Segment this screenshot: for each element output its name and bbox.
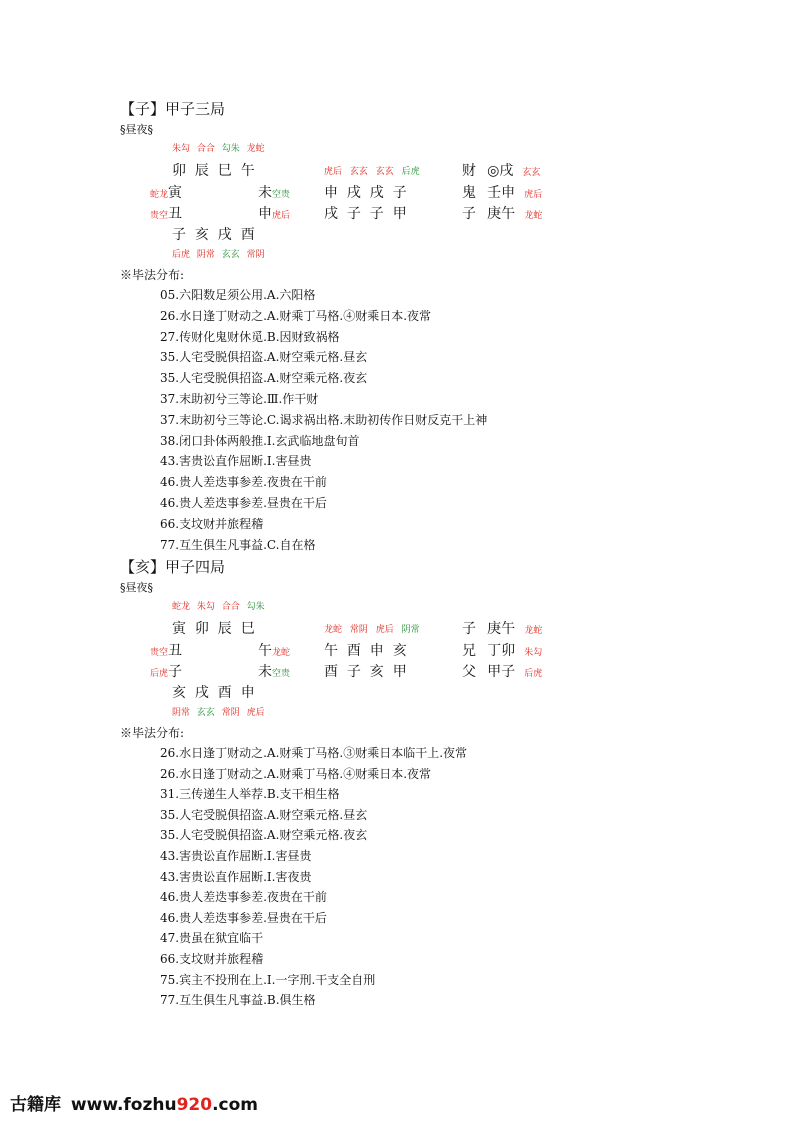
list-item: 26.水日逢丁财动之.A.财乘丁马格.④财乘日本.夜常 — [160, 308, 432, 323]
list-item: 66.支坟财并旅程稽 — [160, 516, 264, 531]
list-item: 35.人宅受脱俱招盗.A.财空乘元格.夜玄 — [160, 371, 368, 386]
god-label: 后虎 — [150, 669, 169, 679]
section1-plate-bottom: 子 亥 戌 酉 — [172, 227, 255, 243]
section2-plate-mid1-right — [258, 640, 290, 660]
list-item: 37.末助初兮三等论.Ⅲ.作干财 — [160, 391, 319, 406]
branch: 卯 — [501, 643, 516, 659]
section2-bifa-list — [160, 744, 467, 1012]
footer-url-suffix: .com — [212, 1095, 259, 1115]
list-item: 38.闭口卦体两般推.Ⅰ.玄武临地盘旬首 — [160, 433, 360, 448]
god-label: 龙蛇 — [524, 211, 543, 221]
god-label: 虎后 — [272, 211, 291, 221]
section1-plate-mid1-left — [150, 182, 182, 202]
relation: 子 — [462, 621, 476, 637]
list-item: 35.人宅受脱俱招盗.A.财空乘元格.夜玄 — [160, 828, 368, 843]
list-item: 43.害贵讼直作屈断.Ⅰ.害夜贵 — [160, 869, 312, 884]
branch: 寅 — [168, 185, 183, 201]
relation: 财 — [462, 163, 476, 179]
section2-ke-gods — [324, 622, 420, 635]
branch: 子 — [168, 664, 183, 680]
stem: 丁 — [487, 643, 502, 659]
section2-ke-row2: 酉 子 亥 甲 — [324, 664, 407, 680]
branch: 午 — [501, 621, 516, 637]
list-item: 35.人宅受脱俱招盗.A.财空乘元格.昼玄 — [160, 350, 368, 365]
list-item: 46.贵人差迭事参差.昼贵在干后 — [160, 495, 327, 510]
god-label: 龙蛇 — [272, 648, 291, 658]
branch: 丑 — [168, 643, 183, 659]
section1-title: 【子】甲子三局 — [120, 100, 226, 118]
god-label: 玄玄 — [375, 167, 394, 177]
footer-url-number: 920 — [176, 1095, 213, 1115]
relation: 鬼 — [462, 185, 476, 201]
branch: 未 — [258, 664, 272, 680]
section2-bottom-gods — [172, 705, 265, 718]
god-label: 合合 — [196, 144, 215, 154]
list-item: 47.贵虽在狱宜临干 — [160, 931, 264, 946]
god-label: 虎后 — [375, 625, 394, 635]
god-label: 龙蛇 — [246, 144, 265, 154]
god-label: 后虎 — [524, 669, 543, 679]
god-label: 蛇龙 — [172, 602, 191, 612]
god-label: 勾朱 — [246, 602, 265, 612]
section2-bifa-title: ※毕法分布: — [120, 726, 185, 740]
section1-chuan-1 — [462, 160, 540, 180]
branch: 戌 — [499, 163, 514, 179]
branch: 申 — [258, 206, 272, 222]
section1-bifa-title: ※毕法分布: — [120, 268, 185, 282]
god-label: 后虎 — [401, 167, 420, 177]
section2-top-gods — [172, 599, 265, 612]
stem: 壬 — [487, 185, 502, 201]
list-item: 46.贵人差迭事参差.昼贵在干后 — [160, 910, 327, 925]
god-label: 贵空 — [150, 648, 169, 658]
stem: 甲 — [487, 664, 502, 680]
list-item: 35.人宅受脱俱招盗.A.财空乘元格.昼玄 — [160, 807, 368, 822]
branch: 子 — [501, 664, 516, 680]
god-label: 阴常 — [172, 708, 191, 718]
god-label: 空贵 — [272, 669, 291, 679]
god-label: 龙蛇 — [324, 625, 343, 635]
stem: 庚 — [487, 621, 502, 637]
section1-ke-row2: 戌 子 子 甲 — [324, 206, 407, 222]
list-item: 46.贵人差迭事参差.夜贵在干前 — [160, 890, 327, 905]
god-label: 阴常 — [196, 250, 215, 260]
list-item: 26.水日逢丁财动之.A.财乘丁马格.③财乘日本临干上.夜常 — [160, 746, 468, 760]
god-label: 常阴 — [349, 625, 368, 635]
list-item: 66.支坟财并旅程稽 — [160, 951, 264, 966]
list-item: 05.六阳数足须公用.A.六阳格 — [160, 288, 316, 302]
god-label: 空贵 — [272, 190, 291, 200]
footer-url-prefix: www.fozhu — [70, 1095, 177, 1115]
list-item: 26.水日逢丁财动之.A.财乘丁马格.④财乘日本.夜常 — [160, 766, 432, 781]
section1-plate-mid2-right — [258, 203, 290, 223]
relation: 子 — [462, 206, 476, 222]
section2-plate-bottom: 亥 戌 酉 申 — [172, 685, 255, 701]
section1-ke-gods — [324, 164, 420, 177]
section2-plate-mid2-right — [258, 661, 290, 681]
god-label: 朱勾 — [196, 602, 215, 612]
section2-chuan-1 — [462, 618, 542, 638]
god-label: 勾朱 — [221, 144, 240, 154]
relation: 兄 — [462, 643, 476, 659]
list-item: 77.互生俱生凡事益.B.俱生格 — [160, 993, 316, 1008]
list-item: 43.害贵讼直作屈断.Ⅰ.害昼贵 — [160, 848, 312, 863]
section1-bifa-list — [160, 286, 487, 556]
god-label: 后虎 — [172, 250, 191, 260]
section2-day-night: §昼夜§ — [120, 581, 153, 594]
section2-plate-top: 寅 卯 辰 巳 — [172, 621, 255, 637]
god-label: 龙蛇 — [524, 626, 543, 636]
stem: 庚 — [487, 206, 502, 222]
footer-url[interactable] — [71, 1095, 258, 1115]
god-label: 贵空 — [150, 211, 169, 221]
section2-plate-mid2-left — [150, 661, 182, 681]
god-label: 合合 — [221, 602, 240, 612]
god-label: 玄玄 — [221, 250, 240, 260]
section2-chuan-2 — [462, 640, 542, 660]
section2-title: 【亥】甲子四局 — [120, 558, 226, 576]
god-label: 朱勾 — [524, 648, 543, 658]
god-label: 玄玄 — [349, 167, 368, 177]
section1-plate-top: 卯 辰 巳 午 — [172, 163, 255, 179]
branch: 午 — [501, 206, 516, 222]
god-label: 常阴 — [221, 708, 240, 718]
list-item: 46.贵人差迭事参差.夜贵在干前 — [160, 475, 327, 490]
section2-chuan-3 — [462, 661, 542, 681]
god-label: 朱勾 — [172, 144, 191, 154]
branch: 未 — [258, 185, 272, 201]
branch: 申 — [501, 185, 516, 201]
branch: 午 — [258, 643, 272, 659]
section1-ke-row1: 申 戌 戌 子 — [324, 185, 407, 201]
section1-bottom-gods — [172, 247, 265, 260]
branch: 丑 — [168, 206, 183, 222]
section2-ke-row1: 午 酉 申 亥 — [324, 643, 407, 659]
god-label: 玄玄 — [522, 168, 541, 178]
god-label: 虎后 — [246, 708, 265, 718]
section1-plate-mid2-left — [150, 203, 182, 223]
relation: 父 — [462, 664, 476, 680]
list-item: 43.害贵讼直作屈断.Ⅰ.害昼贵 — [160, 454, 312, 469]
section2-plate-mid1-left — [150, 640, 182, 660]
section1-chuan-3 — [462, 203, 542, 223]
section1-day-night: §昼夜§ — [120, 123, 153, 136]
section1-chuan-2 — [462, 182, 542, 202]
list-item: 27.传财化鬼财休觅.B.因财致祸格 — [160, 329, 340, 344]
god-label: 虎后 — [524, 190, 543, 200]
god-label: 虎后 — [324, 167, 343, 177]
god-label: 蛇龙 — [150, 190, 169, 200]
section1-plate-mid1-right — [258, 182, 290, 202]
list-item: 75.宾主不投刑在上.Ⅰ.一字刑.干支全自刑 — [160, 972, 376, 987]
list-item: 37.末助初兮三等论.C.谒求祸出格.末助初传作日财反克干上神 — [160, 412, 488, 427]
god-label: 玄玄 — [196, 708, 215, 718]
footer-watermark[interactable] — [10, 1090, 258, 1115]
footer-brand: 古籍库 — [10, 1095, 61, 1115]
god-label: 阴常 — [401, 625, 420, 635]
god-label: 常阴 — [246, 250, 265, 260]
stem: ◎ — [487, 163, 500, 179]
list-item: 77.互生俱生凡事益.C.自在格 — [160, 537, 316, 552]
section1-top-gods — [172, 141, 265, 154]
list-item: 31.三传递生人举荐.B.支干相生格 — [160, 787, 340, 802]
